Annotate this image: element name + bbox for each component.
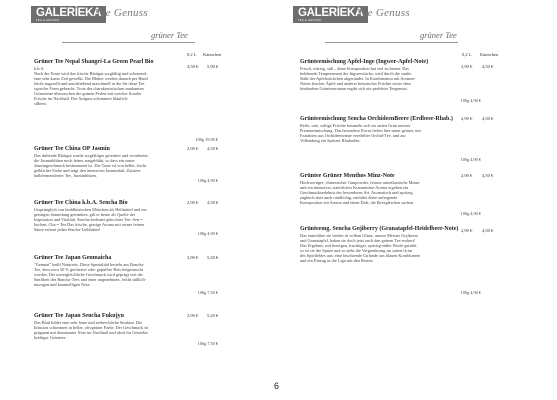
item-description: Das duftende Blattgut wurde sorgfältiger gerentert und verarbeitet, die Jasminblüten noch feiner ausgeblüht, so dass ein zarter Jasmingeschmack bestimmend ist. Die Tasse ist von heller, leicht gelblicher Farbe und trägt den intensiven Jasminduft. Zutaten: halbfermentierter Tee, Jasminblüten.: [34, 153, 149, 178]
item-description: Frisch, würzig, süß – diese Komposition hat viel zu bieten. Das belebende Temperament der Ingwerstücke, wird durch die sanfte Süße der Apfelstückchen abgerundet. In Kombination mit Aromen- Noten frischer Äpfel und anderer heimischer Früchte sowie dem feinherben Grünteearoman ergibt sich ein perfekter Teegenuss.: [300, 66, 416, 91]
section-title: grüner Tee: [151, 30, 188, 40]
item-size-price: 100g 7,50 €: [197, 290, 218, 295]
item-description: Hochwertiger, chinesischer Gunpowder, feinste amerikanische Minze und ein intensives, natürliches Krauseminz-Aroma ergeben ein Geschmackserlebnis der besonderen Art. Aromatisch und spritzig, zugleich aber auch rundlichig, entfaltet diese aufregende Komposition ein Aroma und einen Duft, die Ihresgleichen suchen.: [300, 180, 420, 205]
price-pot: 4,50 €: [207, 200, 219, 205]
item-name: Grüner Tee China OP Jasmin: [34, 146, 110, 152]
item-size-price: 100g 4,90 €: [197, 231, 218, 236]
item-name: Grünteemischung Apfel-Inge (Ingwer-Apfel-Note): [300, 59, 429, 65]
item-size-price: 100g 4,90 €: [460, 98, 481, 103]
item-size-price: 100g 4,90 €: [460, 211, 481, 216]
item-description: "Genmai" heißt Naturreis. Diese Spezialität besteht aus Bancha- Tee, dem etwa 50 % gerösteter oder gepuffter Reis beigemischt werden. Der unvergleichliche Geschmack wird geprägt von der Sanftheit des Bancha-Tees und einer angenehmen, leicht süßlich- nussigen und karamelligen Note.: [34, 262, 147, 287]
price-small: 3,90 €: [187, 313, 199, 318]
price-pot: 4,50 €: [482, 173, 494, 178]
menu-item: [300, 116, 480, 143]
price-small: 2,90 €: [461, 173, 473, 178]
col-header-small: 0,2 L: [462, 52, 472, 57]
price-pot: 4,50 €: [482, 116, 494, 121]
item-name: Grüner Tee China k.b.A. Sencha Bio: [34, 200, 128, 206]
section-title: grüner Tee: [420, 30, 457, 40]
header-divider: [62, 42, 195, 43]
item-name: Grüner Tee Japan Genmaicha: [34, 255, 112, 261]
price-pot: 4,50 €: [482, 64, 494, 69]
item-description: Ursprünglich von buddhistischen Mönchen als Heilmittel und zur geistigen Sammlung getrunken, gilt er heute als Quelle der Inspiration und Vitalität. Sencha bedeutet gekochter Tee: Sen = kochen, Cha = Tee.Das frische, grasige Aroma mit seiner feinen Säure erfreut jeden Sencha-Liebhaber!: [34, 207, 147, 232]
item-size-price: 100g 4,90 €: [460, 157, 481, 162]
item-name: Grünteemg. Sencha Gojiberry (Granatapfel-Heidelbeer-Note): [300, 226, 459, 232]
item-description: Das Blatt bildet eine sehr feine und zerbrechliche Struktur. Die Infusion schimmert in heller, olivgrüner Farbe. Der Geschmack ist prägnant mit dominanter Note im Nachhall und ideal für Genießer kräftiger Grüntees.: [34, 320, 149, 340]
item-description: Das erntefähre sie wieder in vollem Glanz, unsere Meister Gojibeere und Granatapfel, haben sie doch jetzt auch den grünen Tee erobert! Das Ergebnis: mit beerigen, fruchtiger, spritzig-süßer Wurfe getrübt so ist sie die Spitze und so sieht die Vergrenkrong im satten Grün des Spielfeldes aus: eine leuchtende Girlande aus blauen Kornblumen und ein Einzug in die Liga mit den Besten.: [300, 233, 421, 263]
col-header-pot: Kännchen: [480, 52, 499, 57]
logo-subtitle: TEA & GENUSS: [298, 19, 322, 22]
item-name: Grüner Tee Nepal Shangri-La Green Pearl Bio: [34, 59, 154, 65]
item-name: Grüner Tee Japan Sencha Fukujyu: [34, 313, 124, 319]
price-small: 3,90 €: [187, 255, 199, 260]
brand-title: Tee Genuss: [95, 7, 149, 19]
price-pot: 4,50 €: [482, 228, 494, 233]
logo-text: GALERÍEKA: [298, 7, 364, 19]
item-size-price: 100g 19,90 €: [195, 137, 218, 142]
item-size-price: 100g 4,90 €: [197, 178, 218, 183]
col-header-pot: Kännchen: [203, 52, 222, 57]
right-menu-page: [279, 0, 557, 400]
col-header-small: 0,2 L: [187, 52, 197, 57]
brand-title: Tee Genuss: [357, 7, 411, 19]
price-small: 2,90 €: [187, 200, 199, 205]
menu-item: [300, 59, 480, 91]
left-menu-page: [0, 0, 278, 400]
price-small: 2,90 €: [461, 116, 473, 121]
item-name: Grünteemischung Sencha OrchideenBeere (Erdbeer-Rhab.): [300, 116, 453, 122]
header-divider: [325, 42, 458, 43]
price-pot: 5,90 €: [207, 64, 219, 69]
price-small: 2,90 €: [461, 228, 473, 233]
price-small: 4,50 €: [187, 64, 199, 69]
item-name: Grüntee Grüner Menthos Minz-Note: [300, 173, 395, 179]
price-pot: 4,50 €: [207, 146, 219, 151]
logo-subtitle: TEA & GENUSS: [36, 19, 60, 22]
menu-item: [300, 226, 480, 263]
item-tag: k.b.A: [34, 66, 44, 71]
page-number: 6: [274, 381, 280, 391]
price-pot: 5,20 €: [207, 255, 219, 260]
menu-item: [300, 173, 480, 205]
item-size-price: 100g 4,90 €: [460, 290, 481, 295]
logo-text: GALERÍEKA: [36, 7, 102, 19]
item-description: Reife, rote, saftige Früchte tummeln sich im satten Grün unserer Premiummischung. Das besondere Etwas liefert hier unser grüner, mit Extrakten aus Orchideenvanie veredelter Orchid-Tee, und zur Vollendung ein Spritzer Rhabarber.: [300, 123, 421, 143]
price-small: 2,90 €: [461, 64, 473, 69]
price-pot: 5,20 €: [207, 313, 219, 318]
item-description: Nach der Ernte wird das frische Blattgut sorgfältig und schonend: eine sehr kurze Zeit gewelkt. Die Blätter werden danach per Hand leicht angerollt und anschließend maschinell in die für diese Tee typische Form gebracht. Trotz der charakteristischen markanten Grünstreue überraschen die grünen Perlen mit weicher floraler Frische im Nachhall. Der Aufguss schimmert bläulich- silbern.: [34, 71, 148, 106]
item-size-price: 100g 7,50 €: [197, 341, 218, 346]
price-small: 2,90 €: [187, 146, 199, 151]
